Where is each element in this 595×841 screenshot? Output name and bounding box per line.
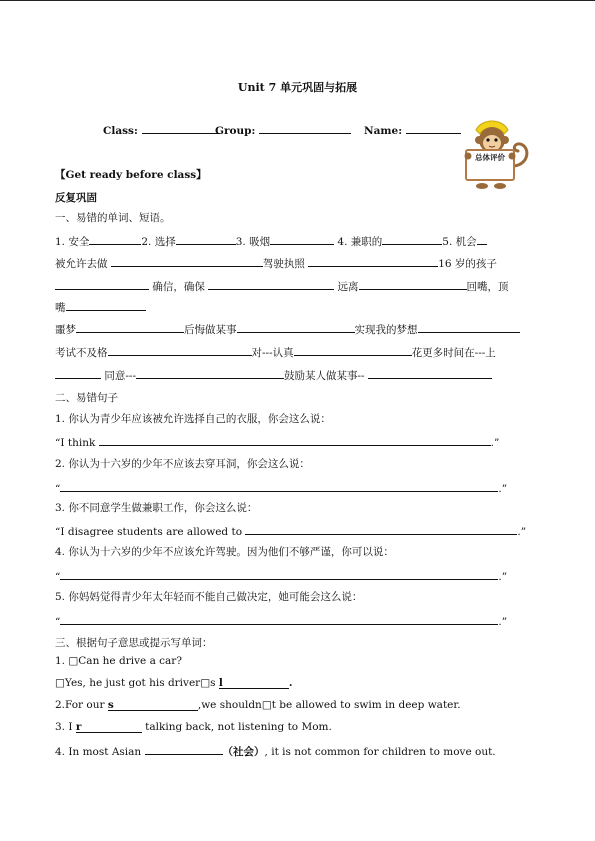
blank[interactable] [66,300,146,311]
sentence-3-end: talking back, not listening to Mom. [141,721,332,733]
question-4: 4. 你认为十六岁的少年不应该允许驾驶。因为他们不够严谨，你可以说： [55,546,394,558]
answer-1-start: “I think [55,437,99,449]
answer-1-blank[interactable] [99,435,491,446]
question-5: 5. 你妈妈觉得青少年太年轻而不能自己做决定，她可能会这么说： [55,591,363,603]
sentence-2-start: 2.For our [55,699,108,711]
item-stay-away: 远离 [337,281,359,293]
close-quote: .” [498,571,508,583]
answer-3-blank[interactable] [245,524,517,535]
item-part-time: 4. 兼职的 [337,236,383,248]
item-fail-exam: 考试不及格 [55,347,108,359]
class-field [103,123,220,137]
blank[interactable] [136,368,284,379]
blank[interactable] [108,345,252,356]
blank[interactable] [418,322,520,333]
blank[interactable] [270,234,334,245]
blank[interactable] [208,279,334,290]
question-2: 2. 你认为十六岁的少年不应该去穿耳洞，你会这么说： [55,458,310,470]
part1-row7 [55,368,492,382]
blank[interactable] [89,234,141,245]
close-quote: .” [517,526,527,538]
answer-5-blank[interactable] [60,614,498,625]
page-title: Unit 7 单元巩固与拓展 [237,81,358,94]
open-quote: “ [55,616,61,628]
open-quote: “ [55,483,61,495]
item-choose: 2. 选择 [141,236,176,248]
hint-letter-s: s [107,699,114,711]
item-regret: 后悔做某事 [184,324,237,336]
hint-letter-r: r [75,721,82,733]
sentence-1a: 1. □Can he drive a car? [55,655,182,667]
sentence-4-start: 4. In most Asian [55,746,145,758]
name-label: Name: [364,125,406,137]
question-3: 3. 你不同意学生做兼职工作，你会这么说： [55,502,258,514]
blank[interactable] [55,279,149,290]
answer-4 [55,569,507,583]
sentence-3-start: 3. I [55,721,76,733]
sentence-1b-end: . [288,677,293,689]
group-blank[interactable] [259,123,351,134]
part3-heading: 三、根据句子意思或提示写单词： [55,637,213,649]
close-quote: .” [498,483,508,495]
blank[interactable] [55,368,101,379]
blank[interactable] [111,256,263,267]
sentence-2-end: ,we shouldn□t be allowed to swim in deep water. [197,699,461,711]
part1-heading: 一、易错的单词、短语。 [55,212,171,224]
sentence-2-blank[interactable] [108,700,198,711]
item-nightmare: 噩梦 [55,324,76,336]
page-top-border [0,0,595,1]
item-encourage: 鼓励某人做某事-- [284,370,365,382]
item-license: 驾驶执照 [262,258,305,270]
group-label: Group: [215,125,260,137]
overall-evaluation-badge [452,116,532,194]
question-1: 1. 你认为青少年应该被允许选择自己的衣服，你会这么说： [55,413,331,425]
item-talk-back-cont: 嘴 [55,302,66,314]
part1-row2 [55,256,497,270]
name-field [364,123,461,137]
item-serious: 对---认真 [251,347,294,359]
answer-2-blank[interactable] [60,481,498,492]
sentence-1b-start: □Yes, he just got his driver□s [55,677,219,689]
part1-row5 [55,322,520,336]
answer-3-start: “I disagree students are allowed to [55,526,246,538]
badge-text: 总体评价 [475,153,505,162]
sentence-1b-blank[interactable] [219,678,289,689]
part1-row1 [55,234,487,248]
item-allowed: 被允许去做 [55,258,108,270]
item-achieve-dream: 实现我的梦想 [354,324,418,336]
monkey-holding-sign-icon [452,116,532,194]
item-talk-back: 回嘴，顶 [466,281,509,293]
part1-row3 [55,279,509,293]
blank[interactable] [477,234,487,245]
answer-1 [55,435,499,449]
blank[interactable] [237,322,355,333]
blank[interactable] [308,256,438,267]
open-quote: “ [55,571,61,583]
sentence-1b [55,678,293,689]
hint-letter-l: l [218,677,223,689]
sentence-2 [55,700,461,711]
blank[interactable] [359,279,467,290]
blank[interactable] [176,234,236,245]
item-chance: 5. 机会 [442,236,477,248]
class-blank[interactable] [142,123,220,134]
class-label: Class: [103,125,142,137]
part1-row6 [55,345,496,359]
part1-row4 [55,300,146,314]
item-smoke: 3. 吸烟 [235,236,271,248]
blank[interactable] [76,322,184,333]
sentence-4-end: , it is not common for children to move out. [264,746,496,758]
blank[interactable] [294,345,412,356]
sentence-4-hint: （社会） [222,746,265,758]
sentence-4 [55,744,496,758]
part2-heading: 二、易错句子 [55,392,118,404]
group-field [215,123,351,137]
item-16-year-olds: 16 岁的孩子 [438,258,497,270]
item-safety: 1. 安全 [55,236,90,248]
get-ready-heading: 【Get ready before class】 [55,169,207,181]
item-make-sure: 确信，确保 [152,281,205,293]
blank[interactable] [382,234,442,245]
sentence-3 [55,722,332,733]
close-quote: .” [490,437,500,449]
answer-4-blank[interactable] [60,569,498,580]
item-agree: 同意--- [104,370,136,382]
sentence-3-blank[interactable] [76,722,142,733]
item-spend-time: 花更多时间在---上 [411,347,496,359]
answer-3 [55,524,526,538]
close-quote: .” [498,616,508,628]
review-heading: 反复巩固 [55,192,97,204]
blank[interactable] [368,368,492,379]
answer-5 [55,614,507,628]
answer-2 [55,481,507,495]
sentence-4-blank[interactable] [145,744,223,755]
